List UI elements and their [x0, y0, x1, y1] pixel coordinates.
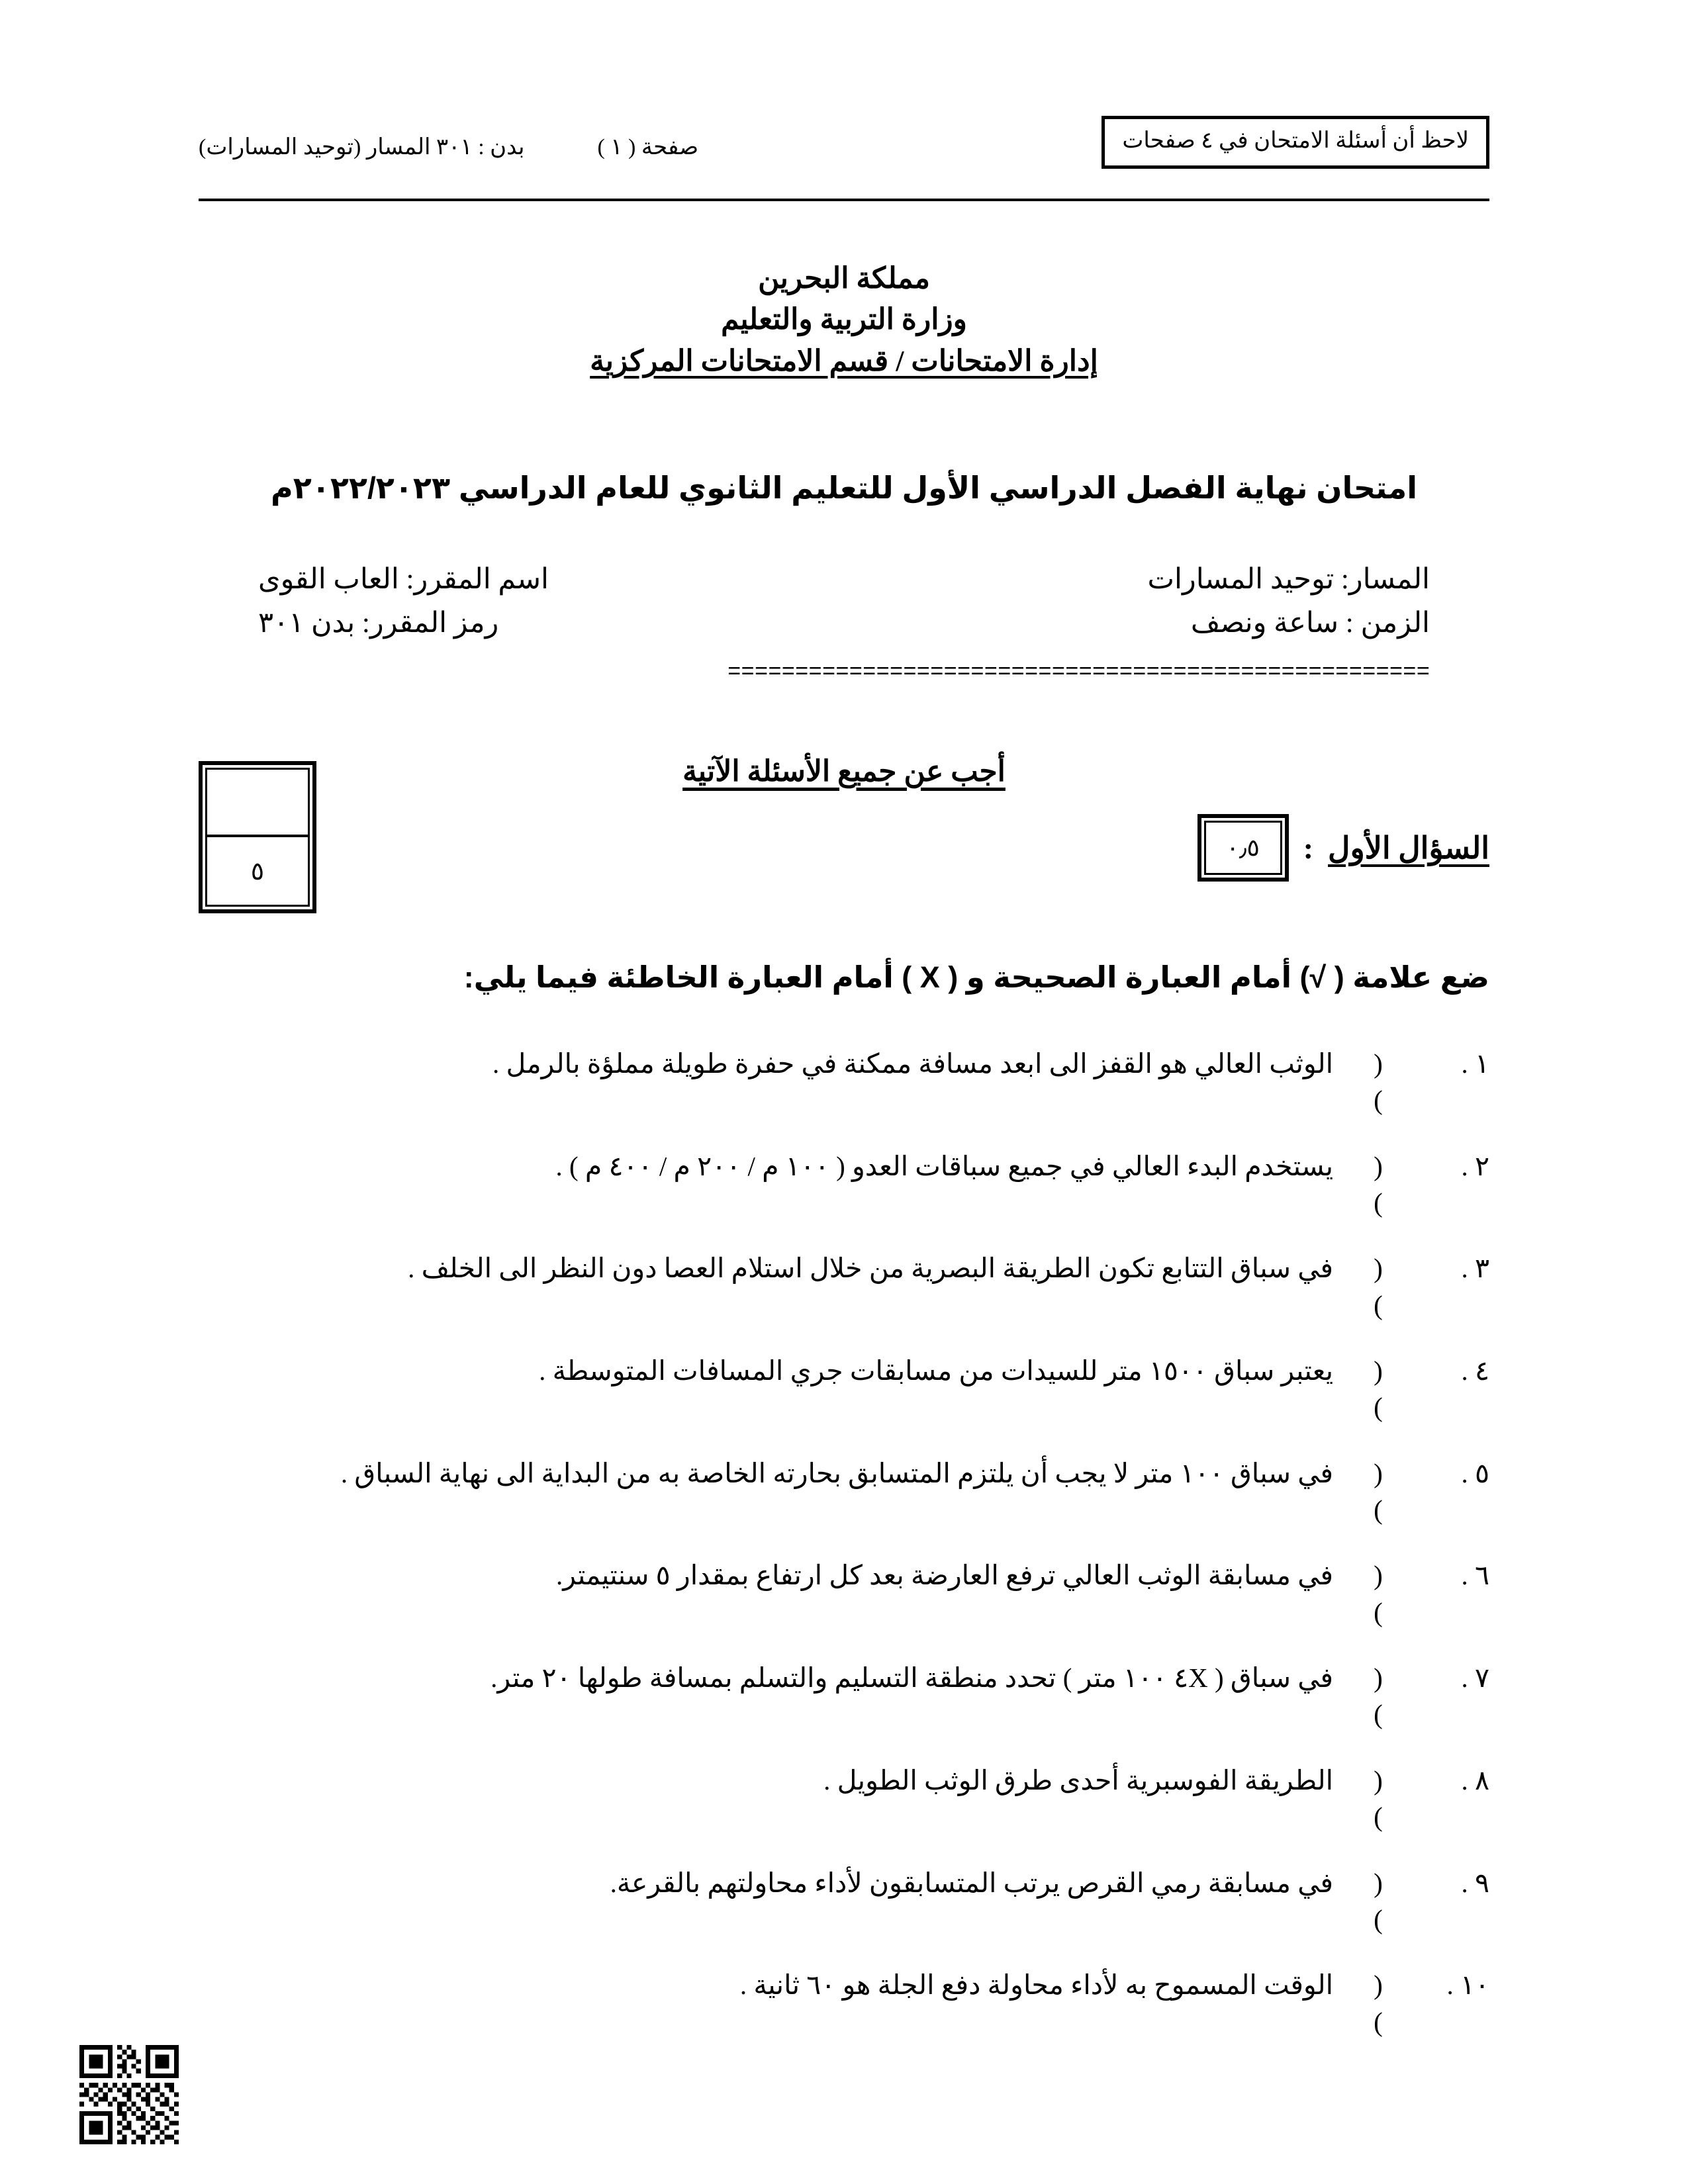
course-name-value: اسم المقرر: العاب القوى [258, 564, 549, 595]
score-table [199, 761, 316, 913]
duration-value: الزمن : ساعة ونصف [1190, 608, 1430, 639]
page-header [199, 106, 1489, 179]
item-number: ٥ . [1461, 1457, 1489, 1488]
country-name: مملكة البحرين [758, 262, 930, 295]
item-number: ٣ . [1461, 1253, 1489, 1284]
item-number: ٤ . [1461, 1355, 1489, 1387]
score-table-inner [205, 768, 310, 907]
item-text: في سباق ١٠٠ متر لا يجب أن يلتزم المتسابق بحارته الخاصة به من البداية الى نهاية السباق . [340, 1457, 1333, 1488]
department-name: إدارة الامتحانات / قسم الامتحانات المركزية [590, 344, 1098, 377]
answer-parens[interactable]: ( ) [1374, 1867, 1405, 1934]
item-number: ٦ . [1461, 1560, 1489, 1591]
list-item [199, 1046, 1489, 1119]
question-1-instruction: ضع علامة ( √) أمام العبارة الصحيحة و ( X ) أمام العبارة الخاطئة فيما يلي: [463, 960, 1489, 994]
pages-notice-box: لاحظ أن أسئلة الامتحان في ٤ صفحات [1102, 116, 1489, 168]
answer-parens[interactable]: ( ) [1374, 1150, 1405, 1218]
item-text: يستخدم البدء العالي في جميع سباقات العدو ( ١٠٠ م / ٢٠٠ م / ٤٠٠ م ) . [555, 1150, 1333, 1181]
page-number: صفحة ( ١ ) [597, 135, 699, 159]
question-1-mark-box [1197, 814, 1289, 882]
course-info-row-1 [258, 563, 1430, 596]
list-item [199, 1353, 1489, 1426]
list-item [199, 1557, 1489, 1631]
ministry-name: وزارة التربية والتعليم [721, 303, 967, 336]
answer-parens[interactable]: ( ) [1374, 1662, 1405, 1730]
answer-parens[interactable]: ( ) [1374, 1457, 1405, 1525]
header-right-group [199, 124, 698, 160]
answer-parens[interactable]: ( ) [1374, 1560, 1405, 1627]
question-1-colon: : [1303, 831, 1314, 865]
item-number: ١٠ . [1446, 1970, 1489, 2001]
list-item [199, 1455, 1489, 1529]
item-number: ١ . [1461, 1048, 1489, 1079]
true-false-list [199, 1046, 1489, 2070]
course-code-value: رمز المقرر: بدن ٣٠١ [258, 608, 499, 639]
answer-parens[interactable]: ( ) [1374, 1970, 1405, 2037]
course-code-track: بدن : ٣٠١ المسار (توحيد المسارات) [199, 135, 525, 159]
item-text: في سباق ( ٤X ١٠٠ متر ) تحدد منطقة التسليم والتسلم بمسافة طولها ٢٠ متر. [491, 1662, 1333, 1694]
answer-parens[interactable]: ( ) [1374, 1764, 1405, 1833]
item-text: في مسابقة رمي القرص يرتب المتسابقون لأداء محاولتهم بالقرعة. [610, 1867, 1333, 1898]
equals-divider: ==================================================== [727, 662, 1430, 684]
list-item [199, 1250, 1489, 1324]
score-cell-empty[interactable] [207, 770, 308, 837]
item-number: ٨ . [1461, 1764, 1489, 1796]
course-info-row-2 [258, 606, 1430, 639]
list-item [199, 1660, 1489, 1733]
exam-title: امتحان نهاية الفصل الدراسي الأول للتعليم الثانوي للعام الدراسي ٢٠٢٢/٢٠٢٣م [270, 471, 1418, 505]
question-1-mark-value: ٠٫٥ [1204, 821, 1282, 875]
qr-code [79, 2045, 179, 2144]
qr-code-glyph [79, 2045, 179, 2144]
ministry-block [0, 258, 1688, 382]
list-item [199, 1865, 1489, 1938]
question-1-header [1197, 814, 1489, 882]
question-1-label: السؤال الأول [1328, 831, 1489, 865]
item-text: في سباق التتابع تكون الطريقة البصرية من خلال استلام العصا دون النظر الى الخلف . [408, 1253, 1333, 1284]
item-text: الطريقة الفوسبرية أحدى طرق الوثب الطويل . [823, 1764, 1333, 1796]
item-text: الوقت المسموح به لأداء محاولة دفع الجلة هو ٦٠ ثانية . [739, 1970, 1333, 2001]
item-text: الوثب العالي هو القفز الى ابعد مسافة ممكنة في حفرة طويلة مملؤة بالرمل . [492, 1048, 1333, 1079]
list-item [199, 1148, 1489, 1222]
header-divider-rule [199, 199, 1489, 201]
item-text: في مسابقة الوثب العالي ترفع العارضة بعد كل ارتفاع بمقدار ٥ سنتيمتر. [555, 1560, 1333, 1591]
item-text: يعتبر سباق ١٥٠٠ متر للسيدات من مسابقات جري المسافات المتوسطة . [539, 1355, 1333, 1387]
answer-parens[interactable]: ( ) [1374, 1253, 1405, 1320]
item-number: ٢ . [1461, 1150, 1489, 1181]
answer-parens[interactable]: ( ) [1374, 1355, 1405, 1423]
list-item [199, 1967, 1489, 2040]
track-value: المسار: توحيد المسارات [1147, 564, 1430, 595]
course-info-block [258, 563, 1430, 650]
answer-parens[interactable]: ( ) [1374, 1048, 1405, 1116]
answer-all-text: أجب عن جميع الأسئلة الآتية [682, 755, 1006, 788]
score-cell-total: ٥ [250, 857, 265, 886]
item-number: ٧ . [1461, 1662, 1489, 1694]
item-number: ٩ . [1461, 1867, 1489, 1898]
list-item [199, 1762, 1489, 1836]
